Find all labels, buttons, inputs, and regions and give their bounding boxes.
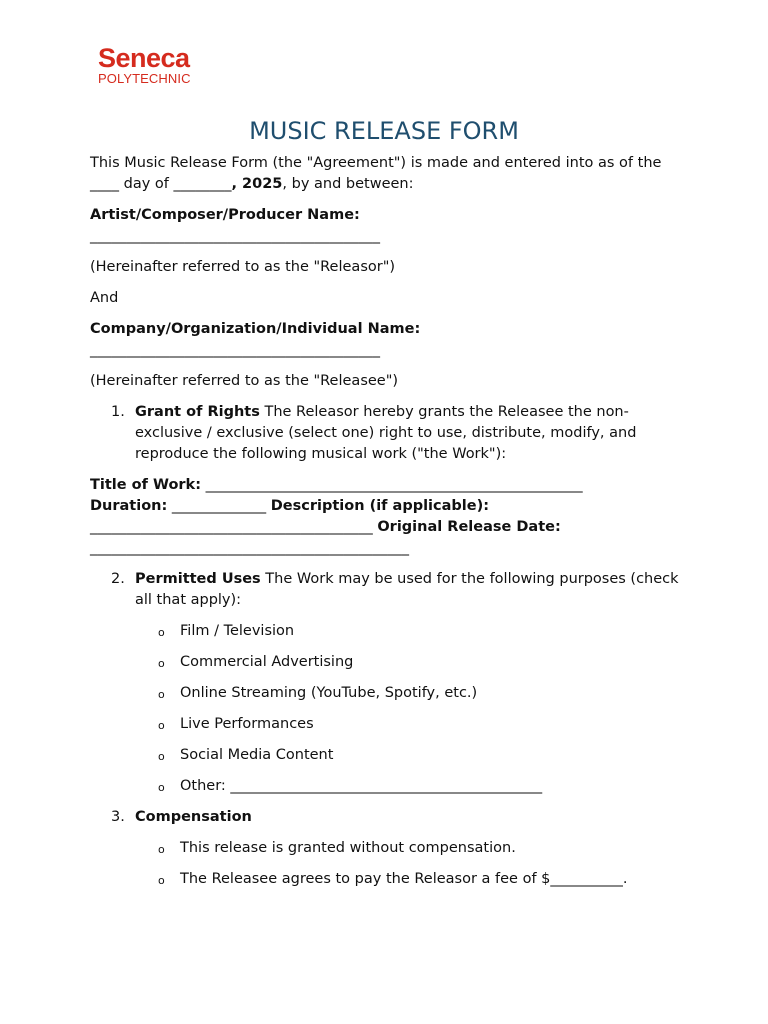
section-number: 1. [111,404,125,420]
list-item-text: Film / Television [180,623,295,639]
section-text: The Work may be used for the following purposes (check all that apply): [135,571,679,608]
section-permitted-uses [90,569,680,611]
work-details [90,475,680,559]
form-title: MUSIC RELEASE FORM [249,117,519,145]
intro-text-2: , by and between: [282,176,414,192]
bullet-icon: o [158,843,165,856]
section-compensation [90,807,680,828]
release-date-label: Original Release Date: [377,519,561,535]
title-of-work-line: ____________________________________________________ [201,477,583,493]
list-item-text: Online Streaming (YouTube, Spotify, etc.) [180,685,478,701]
list-item-text: Commercial Advertising [180,654,354,670]
section-number: 2. [111,571,125,587]
intro-text-1: This Music Release Form (the "Agreement") is made and entered into as of the ____ day of ________ [90,155,662,192]
releasee-label: Company/Organization/Individual Name: [90,321,421,337]
releasee-line: ________________________________________ [90,342,380,358]
releasor-line: ________________________________________ [90,228,380,244]
list-item-text: This release is granted without compensation. [180,840,516,856]
section-grant-of-rights [90,402,680,465]
seneca-logo [98,44,191,86]
bullet-icon: o [158,874,165,887]
duration-line: _____________ [167,498,271,514]
releasor-note: (Hereinafter referred to as the "Releasor") [90,259,396,275]
list-item [90,776,680,797]
form-body [90,153,680,900]
bullet-icon: o [158,719,165,732]
list-item [90,714,680,735]
bullet-icon: o [158,657,165,670]
duration-label: Duration: [90,498,168,514]
logo-name: Seneca [98,43,190,73]
title-of-work-label: Title of Work: [90,477,201,493]
list-item-text: Social Media Content [180,747,334,763]
bullet-icon: o [158,626,165,639]
releasee-note: (Hereinafter referred to as the "Releasee") [90,373,399,389]
intro-paragraph [90,153,680,195]
section-heading: Grant of Rights [135,404,260,420]
description-line: _______________________________________ [90,519,378,535]
release-date-line: ____________________________________________ [90,540,409,556]
list-item-text: The Releasee agrees to pay the Releasor a fee of $__________. [180,871,628,887]
list-item [90,869,680,890]
bullet-icon: o [158,781,165,794]
releasor-block [90,205,680,247]
list-item [90,652,680,673]
bullet-icon: o [158,688,165,701]
list-item-text: Other: ___________________________________________ [180,778,543,794]
intro-year: , 2025 [231,176,283,192]
bullet-icon: o [158,750,165,763]
section-text: The Releasor hereby grants the Releasee the non-exclusive / exclusive (select one) right to use, distribute, modify, and reproduce the following musical work ("the Work"): [135,404,637,462]
list-item [90,745,680,766]
section-heading: Permitted Uses [135,571,261,587]
section-heading: Compensation [135,809,252,825]
description-label: Description (if applicable): [270,498,490,514]
releasor-label: Artist/Composer/Producer Name: [90,207,360,223]
releasee-block [90,319,680,361]
list-item-text: Live Performances [180,716,314,732]
list-item [90,838,680,859]
list-item [90,621,680,642]
list-item [90,683,680,704]
logo-subtitle: POLYTECHNIC [98,71,191,86]
and-text: And [90,290,119,306]
section-number: 3. [111,809,125,825]
